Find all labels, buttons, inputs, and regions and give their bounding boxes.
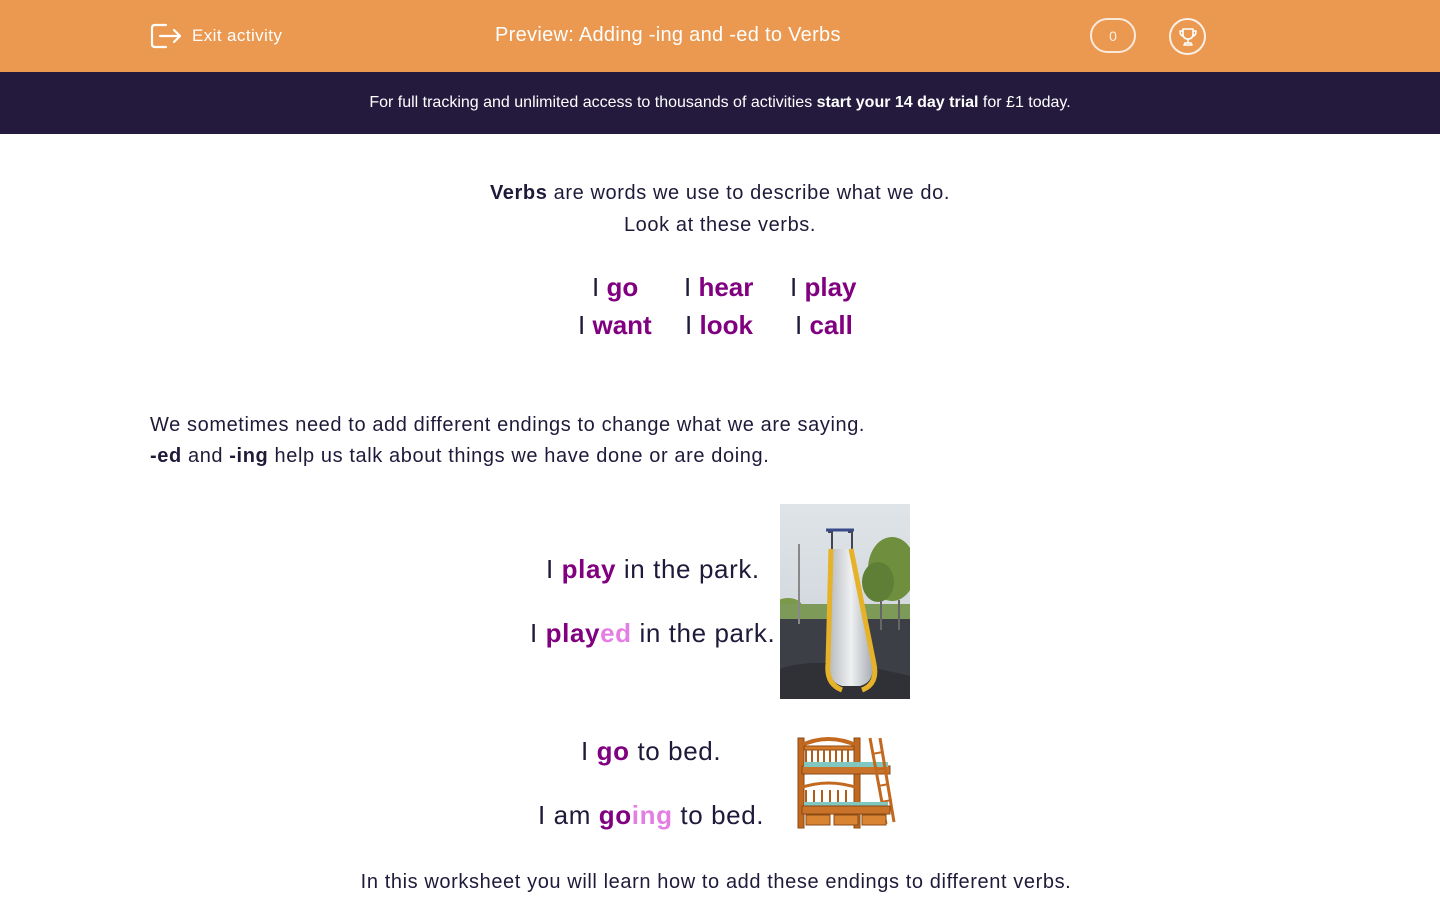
- verbs-keyword: Verbs: [489, 182, 548, 204]
- verb-word: play: [545, 618, 601, 648]
- verb-item: I go: [592, 272, 639, 302]
- example-go-present: I go to bed.: [581, 736, 722, 766]
- intro-line-1-rest: are words we use to describe what we do.: [547, 182, 951, 204]
- score-badge: 0: [1090, 18, 1136, 53]
- verb-word: play: [804, 272, 857, 302]
- verb-word: want: [592, 310, 652, 340]
- verb-item: I want: [578, 310, 652, 340]
- verb-item: I play: [790, 272, 857, 302]
- intro-line-2: Look at these verbs.: [623, 214, 817, 236]
- intro-line-1: [0, 182, 1440, 205]
- verb-item: I hear: [684, 272, 754, 302]
- banner-text-before: For full tracking and unlimited access to thousands of activities: [369, 94, 817, 111]
- slide-photo: [780, 504, 910, 699]
- top-bar: [0, 0, 1440, 72]
- verb-grid: [560, 272, 880, 348]
- trial-link[interactable]: start your 14 day trial: [816, 94, 979, 111]
- outro-text: In this worksheet you will learn how to add these endings to different verbs.: [360, 871, 1072, 893]
- example-play-past: I played in the park.: [530, 618, 776, 648]
- trophy-button[interactable]: [1169, 18, 1206, 55]
- example-play-present: I play in the park.: [546, 554, 760, 584]
- verb-word: go: [606, 272, 639, 302]
- verb-word: call: [809, 310, 853, 340]
- exit-activity-label: Exit activity: [192, 26, 283, 45]
- trial-banner: [0, 72, 1440, 134]
- exit-icon: [150, 21, 183, 51]
- trophy-icon: [1177, 26, 1199, 48]
- verb-word: look: [699, 310, 753, 340]
- explain-line-1: We sometimes need to add different endings to change what we are saying.: [150, 414, 866, 436]
- verb-suffix: ed: [600, 618, 632, 648]
- ing-ending: -ing: [229, 445, 269, 467]
- verb-word: go: [596, 736, 630, 766]
- bunk-bed-picture: [790, 732, 898, 832]
- example-go-progressive: I am going to bed.: [538, 800, 765, 830]
- exit-activity-button[interactable]: [150, 21, 282, 51]
- verb-word: hear: [698, 272, 754, 302]
- verb-suffix: ing: [631, 800, 673, 830]
- verb-word: go: [598, 800, 632, 830]
- verb-item: I call: [795, 310, 853, 340]
- explain-line-2: -ed and -ing help us talk about things we have done or are doing.: [150, 445, 770, 467]
- banner-text-after: for £1 today.: [978, 94, 1071, 111]
- verb-row: [560, 310, 880, 348]
- verb-word: play: [561, 554, 617, 584]
- explain-line-2-rest: help us talk about things we have done or are doing.: [268, 445, 770, 467]
- verb-item: I look: [685, 310, 753, 340]
- verb-row: [560, 272, 880, 310]
- activity-title: Preview: Adding -ing and -ed to Verbs: [495, 24, 841, 46]
- ed-ending: -ed: [150, 445, 182, 467]
